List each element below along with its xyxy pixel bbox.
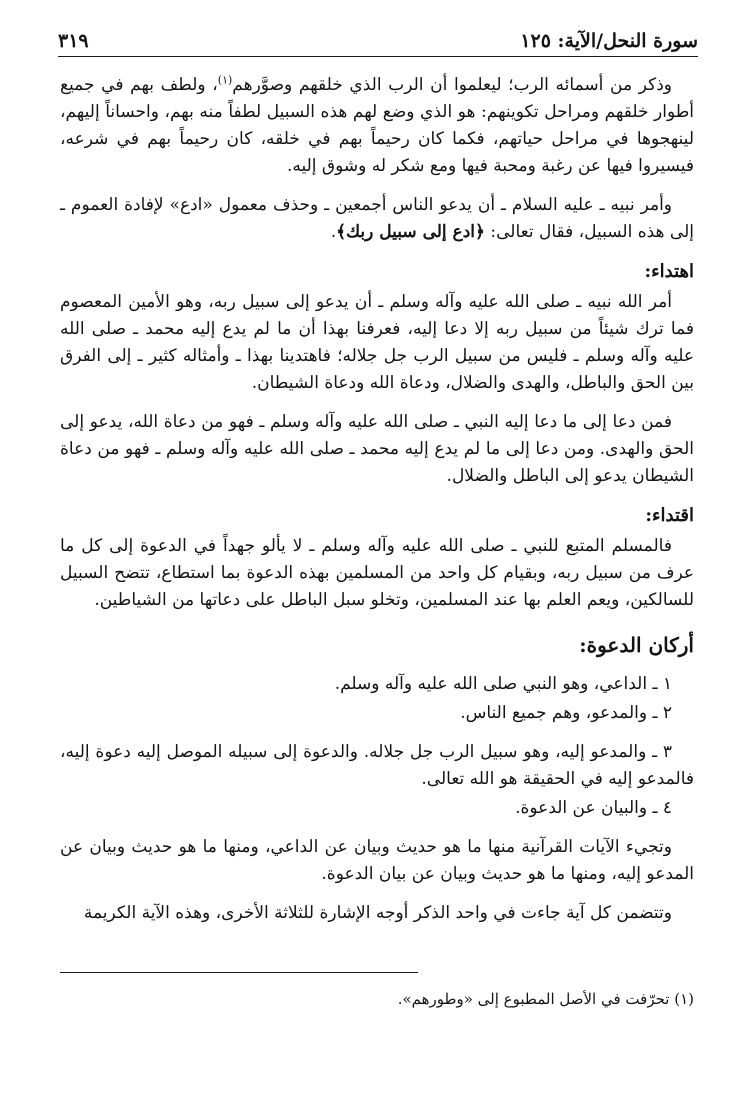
paragraph-5: فالمسلم المتبع للنبي ـ صلى الله عليه وآله وسلم ـ لا يألو جهداً في الدعوة إلى كل ما عرف من سبيل ربه، وبقيام كل واحد من المسلمين بهذه الدعوة بما استطاع، تتضح السبيل للسالكين، ويعم العلم بها عند المسلمين، وتخلو سبل الباطل على دعاتها من الشياطين. — [60, 536, 694, 610]
heading-arkan-al-dawa: أركان الدعوة: — [579, 633, 694, 657]
body-text — [60, 72, 694, 939]
paragraph-2-end: . — [330, 222, 337, 242]
quran-verse: ﴿ادع إلى سبيل ربك﴾ — [336, 222, 485, 242]
paragraph-1-part-b: ، ولطف بهم في جميع أطوار خلقهم ومراحل تكوينهم: هو الذي وضع لهم هذه السبيل لطفاً منه بهم، واحساناً إليهم، لينهجوها في مراحل حياتهم، فكما كان رحيماً بهم في خلقه، كان رحيماً بهم في شرعه، فيسيروا فيها عن رغبة ومحبة فيها ومع شكر له وشوق إليه. — [60, 75, 694, 176]
heading-ihtida: اهتداء: — [644, 261, 694, 282]
paragraph-2-text: وأمر نبيه ـ عليه السلام ـ أن يدعو الناس أجمعين ـ وحذف معمول «ادع» لإفادة العموم ـ إلى هذه السبيل، فقال تعالى: — [60, 195, 694, 242]
paragraph-2 — [60, 192, 694, 246]
paragraph-7: وتتضمن كل آية جاءت في واحد الذكر أوجه الإشارة للثلاثة الأخرى، وهذه الآية الكريمة — [83, 903, 672, 923]
page-number: ٣١٩ — [58, 30, 89, 52]
running-header — [58, 26, 698, 57]
footnote: (١) تحرّفت في الأصل المطبوع إلى «وطورهم». — [397, 990, 694, 1008]
paragraph-3: أمر الله نبيه ـ صلى الله عليه وآله وسلم ـ أن يدعو إلى سبيل ربه، وهو الأمين المعصوم فما ترك شيئاً من سبيل ربه إلا دعا إليه، فعرفنا بهذا أن ما لم يدع إليه محمد ـ صلى الله عليه وآله وسلم ـ فليس من سبيل الرب جل جلاله؛ فاهتدينا بهذا ـ وأمثاله كثير ـ إلى الفرق بين الحق والباطل، والهدى والضلال، ودعاة الله ودعاة الشيطان. — [60, 292, 694, 393]
footnote-reference: (١) — [217, 73, 233, 87]
footnote-divider — [60, 972, 418, 973]
list-item-1: ١ ـ الداعي، وهو النبي صلى الله عليه وآله وسلم. — [334, 674, 672, 694]
list-item-2: ٢ ـ والمدعو، وهم جميع الناس. — [460, 703, 672, 723]
paragraph-1-part-a: وذكر من أسمائه الرب؛ ليعلموا أن الرب الذي خلقهم وصوَّرهم — [232, 75, 672, 95]
header-title: سورة النحل/الآية: ١٢٥ — [520, 30, 698, 52]
paragraph-6: وتجيء الآيات القرآنية منها ما هو حديث وبيان عن الداعي، ومنها ما هو حديث وبيان عن المدعو إليه، ومنها ما هو حديث وبيان عن بيان الدعوة. — [60, 837, 694, 884]
heading-iqtida: اقتداء: — [645, 505, 694, 526]
paragraph-1 — [60, 72, 694, 180]
list-item-3: ٣ ـ والمدعو إليه، وهو سبيل الرب جل جلاله. والدعوة إلى سبيله الموصل إليه دعوة إليه، فالمدعو إليه في الحقيقة هو الله تعالى. — [60, 742, 694, 789]
list-item-4: ٤ ـ والبيان عن الدعوة. — [515, 798, 672, 818]
paragraph-4: فمن دعا إلى ما دعا إليه النبي ـ صلى الله عليه وآله وسلم ـ فهو من دعاة الله، يدعو إلى الحق والهدى. ومن دعا إلى ما لم يدع إليه محمد ـ صلى الله عليه وآله وسلم ـ فهو من دعاة الشيطان يدعو إلى الباطل والضلال. — [60, 412, 694, 486]
